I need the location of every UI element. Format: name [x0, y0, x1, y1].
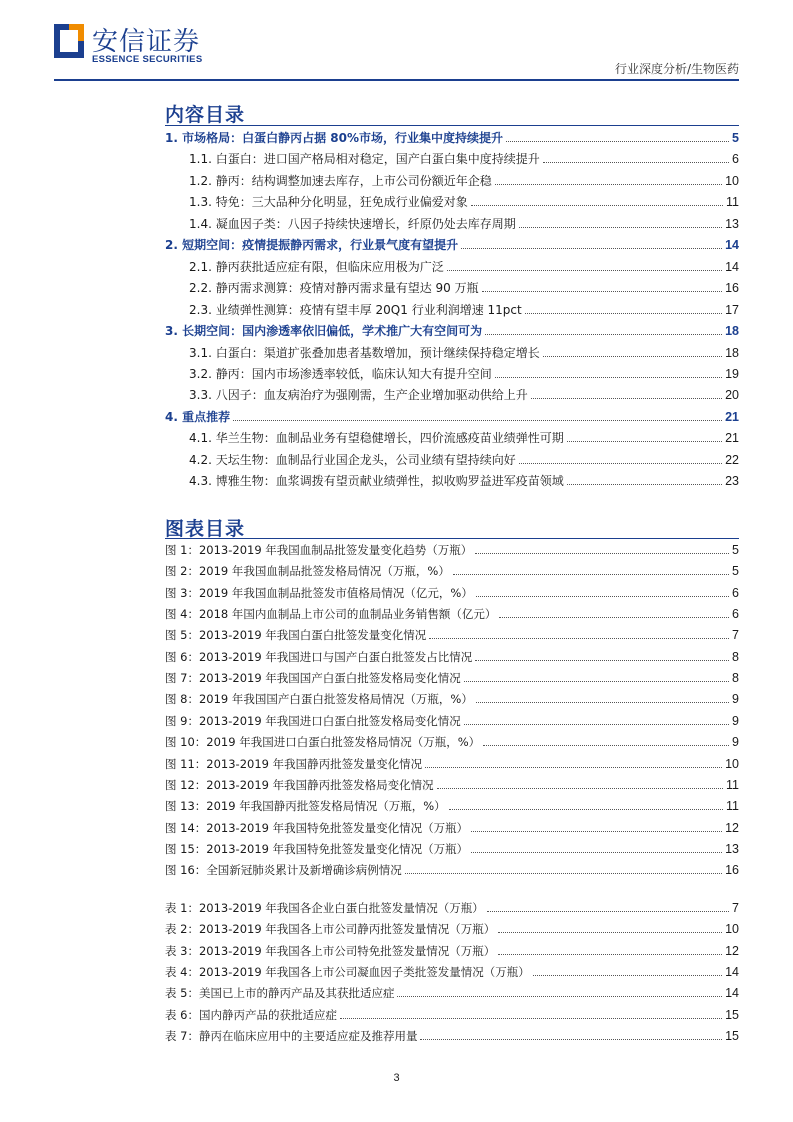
dot-leader — [487, 911, 729, 912]
brand-name-en: ESSENCE SECURITIES — [92, 54, 203, 65]
dot-leader — [531, 398, 722, 399]
toc-section-link-label: 2.3. 业绩弹性测算：疫情有望丰厚 20Q1 行业利润增速 11pct — [189, 302, 522, 317]
dot-leader — [429, 638, 729, 639]
toc-section-link-page: 22 — [725, 452, 739, 467]
figure-link[interactable] — [165, 692, 739, 706]
page-header — [0, 0, 793, 80]
dot-leader — [464, 681, 729, 682]
dot-leader — [543, 356, 722, 357]
table-link-page: 15 — [725, 1007, 739, 1022]
dot-leader — [425, 767, 722, 768]
table-link[interactable] — [165, 986, 739, 1000]
toc-section-link-label: 3.2. 静丙：国内市场渗透率较低，临床认知大有提升空间 — [189, 366, 492, 381]
dot-leader — [453, 574, 729, 575]
figure-link[interactable] — [165, 564, 739, 578]
toc-section-link[interactable] — [189, 367, 739, 381]
figure-link-page: 5 — [732, 543, 739, 557]
figure-link-page: 11 — [726, 777, 739, 792]
dot-leader — [475, 660, 729, 661]
table-link-page: 14 — [725, 986, 739, 1001]
essence-logo-icon — [54, 24, 84, 58]
toc-section-link-page: 19 — [725, 366, 739, 381]
toc-section-link-page: 23 — [725, 474, 739, 489]
figure-link-label: 图 2：2019 年我国血制品批签发格局情况（万瓶，%） — [165, 564, 450, 579]
figure-link-label: 图 7：2013-2019 年我国国产白蛋白批签发格局变化情况 — [165, 671, 461, 686]
figure-link-label: 图 9：2013-2019 年我国进口白蛋白批签发格局变化情况 — [165, 713, 461, 728]
dot-leader — [495, 377, 722, 378]
toc-chapter-link[interactable] — [165, 324, 739, 338]
table-link-label: 表 2：2013-2019 年我国各上市公司静丙批签发量情况（万瓶） — [165, 922, 496, 937]
toc-section-link-page: 14 — [725, 259, 739, 274]
figure-link-label: 图 3：2019 年我国血制品批签发市值格局情况（亿元，%） — [165, 585, 473, 600]
toc-chapter-link[interactable] — [165, 238, 739, 252]
table-link-label: 表 5：美国已上市的静丙产品及其获批适应症 — [165, 986, 395, 1001]
dot-leader — [567, 484, 722, 485]
figure-link-label: 图 16：全国新冠肺炎累计及新增确诊病例情况 — [165, 863, 402, 878]
table-link[interactable] — [165, 901, 739, 915]
table-link[interactable] — [165, 1029, 739, 1043]
figure-link-label: 图 10：2019 年我国进口白蛋白批签发格局情况（万瓶，%） — [165, 735, 481, 750]
toc-section-link[interactable] — [189, 453, 739, 467]
figure-link-label: 图 12：2013-2019 年我国静丙批签发格局变化情况 — [165, 777, 434, 792]
figure-link-page: 9 — [732, 692, 739, 707]
report-type: 行业深度分析/生物医药 — [614, 62, 739, 76]
table-link-label: 表 4：2013-2019 年我国各上市公司凝血因子类批签发量情况（万瓶） — [165, 965, 530, 980]
dot-leader — [498, 954, 722, 955]
toc-chapter-link-page: 5 — [732, 131, 739, 145]
figure-link[interactable] — [165, 799, 739, 813]
dot-leader — [475, 553, 729, 554]
figures-title-divider — [165, 538, 739, 539]
toc-section-link-page: 10 — [725, 173, 739, 188]
table-link[interactable] — [165, 922, 739, 936]
dot-leader — [420, 1039, 722, 1040]
figure-link[interactable] — [165, 863, 739, 877]
figure-link-page: 16 — [725, 863, 739, 878]
toc-section-link[interactable] — [189, 281, 739, 295]
figure-link-label: 图 8：2019 年我国国产白蛋白批签发格局情况（万瓶，%） — [165, 692, 473, 707]
table-link-page: 12 — [725, 943, 739, 958]
toc-section-link-page: 13 — [725, 216, 739, 231]
toc-section-link-label: 1.3. 特免：三大品种分化明显，狂免成行业偏爱对象 — [189, 195, 468, 210]
figure-link[interactable] — [165, 714, 739, 728]
figure-link[interactable] — [165, 607, 739, 621]
table-link[interactable] — [165, 965, 739, 979]
dot-leader — [447, 270, 722, 271]
dot-leader — [506, 141, 729, 142]
dot-leader — [519, 463, 722, 464]
toc-section-link-label: 4.2. 天坛生物：血制品行业国企龙头，公司业绩有望持续向好 — [189, 452, 516, 467]
figure-link-page: 7 — [732, 628, 739, 643]
dot-leader — [437, 788, 723, 789]
toc-chapter-link-page: 21 — [725, 409, 739, 424]
figure-link-label: 图 5：2013-2019 年我国白蛋白批签发量变化情况 — [165, 628, 427, 643]
toc-section-link-label: 3.3. 八因子：血友病治疗为强刚需，生产企业增加驱动供给上升 — [189, 388, 528, 403]
figure-link-page: 12 — [725, 820, 739, 835]
figure-link-label: 图 1：2013-2019 年我国血制品批签发量变化趋势（万瓶） — [165, 543, 473, 557]
toc-chapter-link-page: 18 — [725, 324, 739, 339]
dot-leader — [519, 227, 722, 228]
figure-link-page: 8 — [732, 649, 739, 664]
dot-leader — [471, 831, 722, 832]
dot-leader — [405, 873, 722, 874]
figure-link[interactable] — [165, 842, 739, 856]
toc-section-link-label: 2.1. 静丙获批适应症有限，但临床应用极为广泛 — [189, 259, 444, 274]
figure-link-label: 图 11：2013-2019 年我国静丙批签发量变化情况 — [165, 756, 423, 771]
dot-leader — [499, 617, 729, 618]
toc-section-link[interactable] — [189, 195, 739, 209]
table-link-label: 表 6：国内静丙产品的获批适应症 — [165, 1007, 337, 1022]
toc-section-link[interactable] — [189, 431, 739, 445]
dot-leader — [461, 248, 722, 249]
toc-chapter-link-label: 2. 短期空间：疫情提振静丙需求，行业景气度有望提升 — [165, 238, 459, 253]
table-link[interactable] — [165, 944, 739, 958]
figure-link[interactable] — [165, 821, 739, 835]
toc-section-link-page: 6 — [732, 152, 739, 167]
toc-section-link[interactable] — [189, 174, 739, 188]
toc-section-link-label: 4.1. 华兰生物：血制品业务有望稳健增长，四价流感疫苗业绩弹性可期 — [189, 431, 564, 446]
toc-chapter-link-label: 3. 长期空间：国内渗透率依旧偏低，学术推广大有空间可为 — [165, 324, 483, 339]
toc-section-link-page: 17 — [725, 302, 739, 317]
toc-section-link[interactable] — [189, 152, 739, 166]
table-link-label: 表 1：2013-2019 年我国各企业白蛋白批签发量情况（万瓶） — [165, 901, 484, 915]
toc-section-link[interactable] — [189, 303, 739, 317]
toc-chapter-link-label: 1. 市场格局：白蛋白静丙占据 80%市场，行业集中度持续提升 — [165, 131, 503, 145]
toc-section-link[interactable] — [189, 260, 739, 274]
figure-link[interactable] — [165, 586, 739, 600]
toc-title: 内容目录 — [165, 104, 246, 126]
table-link-label: 表 3：2013-2019 年我国各上市公司特免批签发量情况（万瓶） — [165, 943, 496, 958]
dot-leader — [397, 996, 722, 997]
page-number: 3 — [393, 1072, 400, 1084]
toc-section-link-label: 3.1. 白蛋白：渠道扩张叠加患者基数增加，预计继续保持稳定增长 — [189, 345, 540, 360]
toc-section-link-page: 18 — [725, 345, 739, 360]
toc-section-link[interactable] — [189, 217, 739, 231]
figure-link[interactable] — [165, 778, 739, 792]
toc-section-link-label: 1.2. 静丙：结构调整加速去库存，上市公司份额近年企稳 — [189, 173, 492, 188]
dot-leader — [476, 596, 729, 597]
dot-leader — [567, 441, 722, 442]
toc-section-link[interactable] — [189, 388, 739, 402]
figure-link[interactable] — [165, 735, 739, 749]
toc-section-link-page: 21 — [725, 431, 739, 446]
toc-section-link-label: 1.1. 白蛋白：进口国产格局相对稳定，国产白蛋白集中度持续提升 — [189, 152, 540, 167]
toc-section-link-label: 1.4. 凝血因子类：八因子持续快速增长，纤原仍处去库存周期 — [189, 216, 516, 231]
figure-link-page: 8 — [732, 671, 739, 686]
figure-link-page: 11 — [726, 799, 739, 814]
table-link-page: 15 — [725, 1029, 739, 1044]
figure-link-page: 6 — [732, 607, 739, 622]
dot-leader — [533, 975, 722, 976]
toc-chapter-link-page: 14 — [725, 238, 739, 253]
figures-title: 图表目录 — [165, 518, 246, 540]
toc-section-link-label: 2.2. 静丙需求测算：疫情对静丙需求量有望达 90 万瓶 — [189, 281, 479, 296]
figure-link-page: 6 — [732, 585, 739, 600]
figure-link-label: 图 4：2018 年国内血制品上市公司的血制品业务销售额（亿元） — [165, 607, 497, 622]
figure-link-label: 图 15：2013-2019 年我国特免批签发量变化情况（万瓶） — [165, 841, 469, 856]
toc-section-link-page: 11 — [726, 195, 739, 210]
figure-link-label: 图 6：2013-2019 年我国进口与国产白蛋白批签发占比情况 — [165, 649, 473, 664]
figure-link[interactable] — [165, 650, 739, 664]
dot-leader — [471, 852, 722, 853]
toc-section-link-page: 20 — [725, 388, 739, 403]
brand-name-cn: 安信证券 — [92, 27, 201, 57]
dot-leader — [482, 291, 722, 292]
figure-link-page: 10 — [725, 756, 739, 771]
table-link[interactable] — [165, 1008, 739, 1022]
toc-chapter-link[interactable] — [165, 131, 739, 145]
table-link-page: 14 — [725, 965, 739, 980]
figure-link-page: 13 — [725, 841, 739, 856]
dot-leader — [498, 932, 722, 933]
dot-leader — [543, 162, 729, 163]
figure-link[interactable] — [165, 757, 739, 771]
toc-title-divider — [165, 125, 739, 126]
dot-leader — [449, 809, 723, 810]
figure-link-label: 图 14：2013-2019 年我国特免批签发量变化情况（万瓶） — [165, 820, 469, 835]
dot-leader — [495, 184, 722, 185]
dot-leader — [340, 1018, 722, 1019]
toc-chapter-link[interactable] — [165, 410, 739, 424]
toc-section-link[interactable] — [189, 474, 739, 488]
table-link-label: 表 7：静丙在临床应用中的主要适应症及推荐用量 — [165, 1029, 418, 1044]
toc-section-link-page: 16 — [725, 281, 739, 296]
toc-chapter-link-label: 4. 重点推荐 — [165, 409, 231, 424]
figure-link-page: 5 — [732, 564, 739, 579]
figure-link[interactable] — [165, 671, 739, 685]
table-link-page: 7 — [732, 901, 739, 915]
dot-leader — [471, 205, 723, 206]
figure-link-page: 9 — [732, 735, 739, 750]
toc-section-link-label: 4.3. 博雅生物：血浆调拨有望贡献业绩弹性，拟收购罗益进军疫苗领域 — [189, 474, 564, 489]
dot-leader — [485, 334, 722, 335]
figure-link[interactable] — [165, 628, 739, 642]
dot-leader — [525, 313, 722, 314]
figure-link-label: 图 13：2019 年我国静丙批签发格局情况（万瓶，%） — [165, 799, 446, 814]
dot-leader — [464, 724, 729, 725]
dot-leader — [233, 420, 722, 421]
table-link-page: 10 — [725, 922, 739, 937]
dot-leader — [483, 745, 729, 746]
dot-leader — [476, 702, 729, 703]
toc-section-link[interactable] — [189, 346, 739, 360]
header-divider — [54, 79, 739, 81]
figure-link[interactable] — [165, 543, 739, 557]
figure-link-page: 9 — [732, 713, 739, 728]
